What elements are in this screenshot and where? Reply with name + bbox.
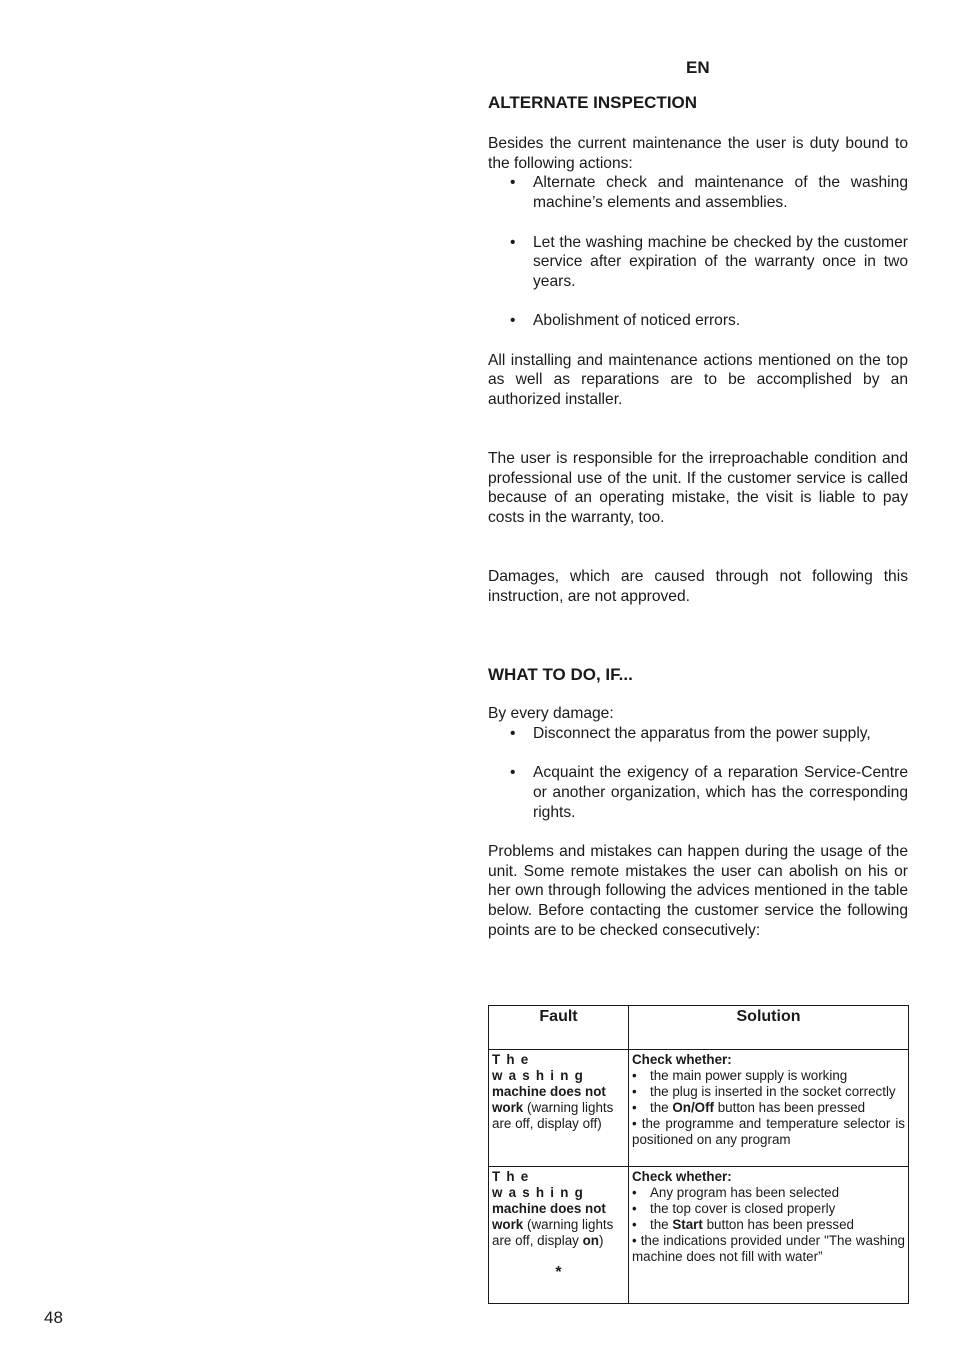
bullet-icon: •: [510, 312, 516, 330]
fault-bold-text: machine does not work: [492, 1201, 606, 1232]
check-whether-label: Check whether:: [632, 1169, 732, 1184]
table-row: [489, 1167, 909, 1304]
list-item: • Disconnect the apparatus from the power supply,: [510, 724, 871, 742]
fault-spaced-text: The washing: [492, 1169, 589, 1200]
responsibility-paragraph: The user is responsible for the irreproachable condition and professional use of the unit. If the customer service is called because of an operating mistake, the visit is liable to pay costs in the warranty, too.: [488, 450, 908, 527]
damage-intro: By every damage:: [488, 705, 614, 722]
bullet-icon: •: [632, 1068, 637, 1083]
solution-item: • the indications provided under "The washing machine does not fill with water”: [632, 1233, 905, 1264]
duty-list: [488, 173, 908, 331]
table-header-row: [489, 1006, 909, 1050]
on-off-key-label: On/Off: [672, 1100, 714, 1115]
bullet-icon: •: [632, 1100, 637, 1115]
fault-cell: [489, 1050, 629, 1167]
table-row: [489, 1050, 909, 1167]
fault-bold-text: machine does not work: [492, 1084, 606, 1115]
start-key-label: Start: [672, 1217, 703, 1232]
bullet-icon: •: [510, 724, 516, 742]
damages-paragraph: Damages, which are caused through not following this instruction, are not approved.: [488, 568, 908, 605]
list-item: • Acquaint the exigency of a reparation Service-Centre or another organization, which has the corresponding rights.: [510, 764, 908, 821]
intro-paragraph: Besides the current maintenance the user is duty bound to the following actions:: [488, 135, 908, 172]
installer-paragraph: All installing and maintenance actions mentioned on the top as well as reparations are to be accomplished by an authorized installer.: [488, 351, 908, 409]
solution-item: • the plug is inserted in the socket correctly: [632, 1084, 896, 1099]
asterisk-note: *: [555, 1264, 562, 1281]
solution-item: • the main power supply is working: [632, 1068, 848, 1083]
solution-cell: [629, 1050, 909, 1167]
bullet-icon: •: [632, 1185, 637, 1200]
solution-item: • Any program has been selected: [632, 1185, 840, 1200]
language-code: EN: [686, 58, 710, 77]
fault-detail-text: (warning lights are off, display off): [492, 1100, 614, 1131]
display-on-text: on: [582, 1233, 599, 1248]
alternate-inspection-body: [488, 134, 908, 410]
fault-cell: The washing machine does not work (warning lights are off, display on) *: [489, 1167, 629, 1304]
list-item: • Let the washing machine be checked by the customer service after expiration of the warranty once in two years.: [510, 233, 908, 290]
fault-spaced-text: The washing: [492, 1052, 589, 1083]
column-header-solution: Solution: [629, 1006, 909, 1050]
column-header-fault: Fault: [489, 1006, 629, 1050]
solution-item: • the Start button has been pressed: [632, 1217, 854, 1232]
list-item: • Alternate check and maintenance of the washing machine’s elements and assemblies.: [510, 174, 908, 212]
page-number: 48: [44, 1308, 63, 1327]
solution-item: • the On/Off button has been pressed: [632, 1100, 866, 1115]
solution-item: • the programme and temperature selector is positioned on any program: [632, 1116, 905, 1147]
bullet-icon: •: [632, 1084, 637, 1099]
fault-detail-text: (warning lights are off, display: [492, 1217, 614, 1248]
bullet-icon: •: [632, 1233, 637, 1248]
section-title-alternate-inspection: ALTERNATE INSPECTION: [488, 93, 698, 112]
bullet-icon: •: [510, 233, 516, 251]
check-whether-label: Check whether:: [632, 1052, 732, 1067]
bullet-icon: •: [510, 764, 516, 782]
fault-solution-table: [488, 1005, 909, 1304]
what-to-do-body: [488, 704, 908, 940]
solution-cell: [629, 1167, 909, 1304]
bullet-icon: •: [510, 174, 516, 192]
list-item: • Abolishment of noticed errors.: [510, 312, 741, 330]
section-title-what-to-do: WHAT TO DO, IF...: [488, 665, 633, 684]
bullet-icon: •: [632, 1217, 637, 1232]
bullet-icon: •: [632, 1201, 637, 1216]
bullet-icon: •: [632, 1116, 637, 1131]
problems-paragraph: Problems and mistakes can happen during the usage of the unit. Some remote mistakes the user can abolish on his or her own through following the advices mentioned in the table below. Before contacting the customer service the following points are to be checked consecutively:: [488, 842, 908, 939]
damage-list: [488, 724, 908, 823]
solution-item: • the top cover is closed properly: [632, 1201, 836, 1216]
